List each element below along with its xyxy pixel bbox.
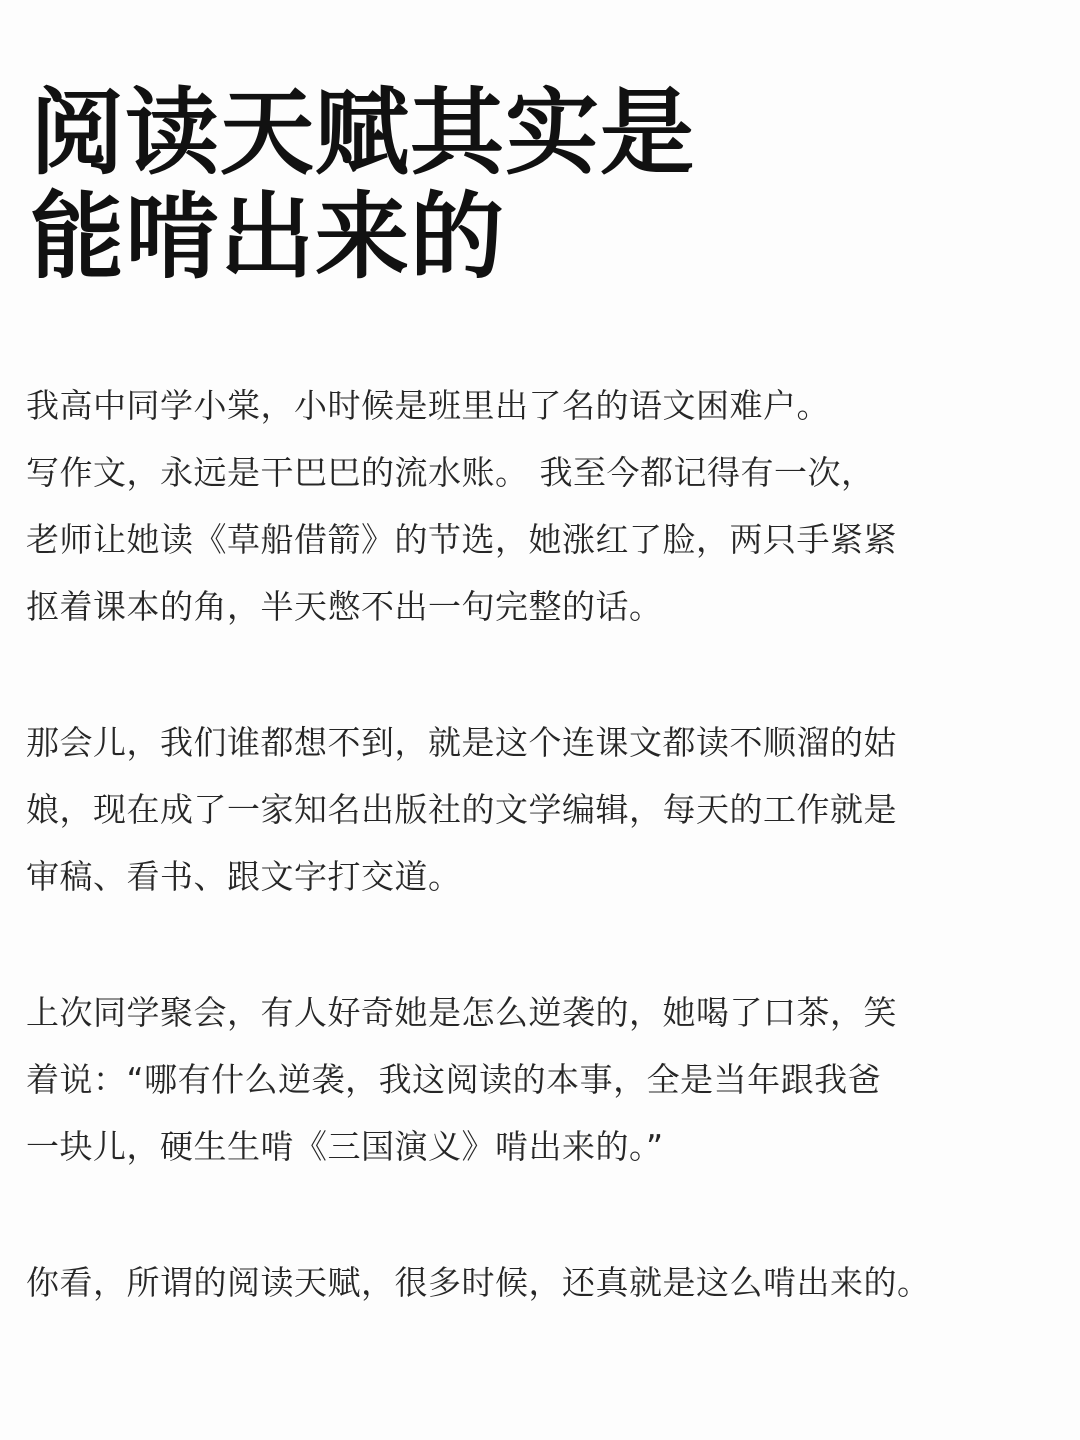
text-line: 上次同学聚会，有人好奇她是怎么逆袭的，她喝了口茶，笑 — [26, 993, 897, 1032]
text-line: 一块儿，硬生生啃《三国演义》啃出来的。” — [26, 1127, 664, 1166]
text-line: 娘，现在成了一家知名出版社的文学编辑，每天的工作就是 — [26, 790, 897, 829]
page-title — [30, 79, 696, 292]
paragraph-2 — [26, 709, 1026, 910]
text-line: 老师让她读《草船借箭》的节选，她涨红了脸，两只手紧紧 — [26, 520, 897, 559]
paragraph-4 — [26, 1249, 1026, 1316]
title-line-1: 阅读天赋其实是 — [30, 79, 696, 188]
text-line: 写作文，永远是干巴巴的流水账。 我至今都记得有一次， — [26, 453, 875, 492]
text-line: 你看，所谓的阅读天赋，很多时候，还真就是这么啃出来的。 — [26, 1263, 931, 1302]
text-line: 那会儿，我们谁都想不到，就是这个连课文都读不顺溜的姑 — [26, 723, 897, 762]
text-line: 审稿、看书、跟文字打交道。 — [26, 857, 462, 896]
paragraph-3 — [26, 979, 1026, 1180]
text-line: 着说：“哪有什么逆袭，我这阅读的本事，全是当年跟我爸 — [26, 1060, 882, 1099]
text-line: 抠着课本的角，半天憋不出一句完整的话。 — [26, 587, 663, 626]
title-line-2: 能啃出来的 — [30, 183, 506, 292]
paragraph-1 — [26, 372, 1026, 640]
text-line: 我高中同学小棠，小时候是班里出了名的语文困难户。 — [26, 386, 830, 425]
article-body — [26, 372, 1026, 1385]
